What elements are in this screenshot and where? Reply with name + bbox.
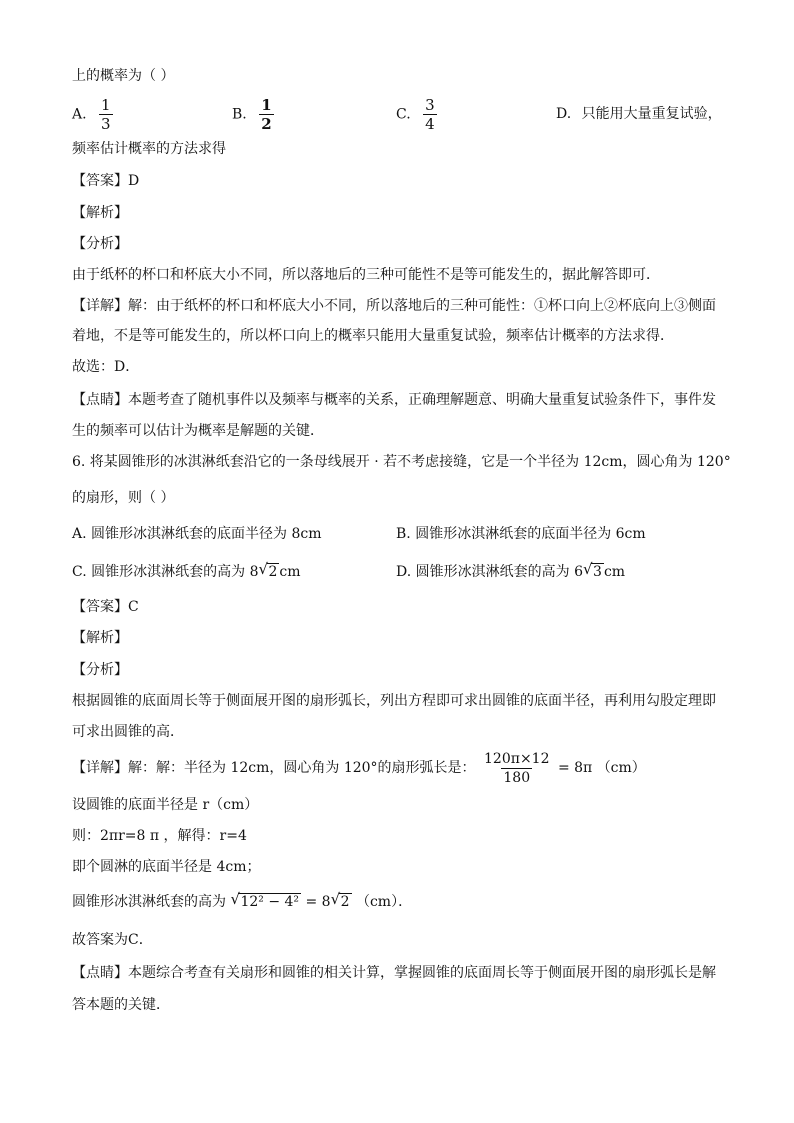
q6-fenxi-line1: 根据圆锥的底面周长等于侧面展开图的扇形弧长，列出方程即可求出圆锥的底面半径，再利用勾股定理即 [72,693,716,709]
q5-answer: 【答案】D [72,173,140,189]
sqrt-expression [230,892,301,912]
q6-jiexi: 【解析】 [72,630,128,646]
q5-option-b[interactable] [232,96,276,133]
unit: （cm） [596,760,646,776]
q5-option-d-continued: 频率估计概率的方法求得 [72,141,226,157]
radical-sign-icon: √ [330,890,341,908]
radicand: 2 [268,564,278,580]
unit: cm [279,564,301,580]
option-text: 只能用大量重复试验， [581,106,722,122]
numerator: 1 [101,96,111,114]
numerator: 3 [425,96,435,114]
denominator: 2 [261,115,272,133]
q6-answer: 【答案】C [72,599,139,615]
q6-let-r: 设圆锥的底面半径是 r（cm） [72,797,259,813]
fraction [482,750,551,787]
q5-fenxi-text: 由于纸杯的杯口和杯底大小不同，所以落地后的三种可能性不是等可能发生的，据此解答即可． [72,267,660,283]
denominator: 4 [425,115,435,133]
q6-dianjing-line1: 【点睛】本题综合考查有关扇形和圆锥的相关计算，掌握圆锥的底面周长等于侧面展开图的扇形弧长是解 [72,965,716,981]
option-letter: A. [72,106,87,123]
q5-option-d[interactable] [556,104,722,124]
q5-option-c[interactable] [396,96,439,133]
q6-fenxi-line2: 可求出圆锥的高． [72,724,184,740]
q6-stem-line1: 6. 将某圆锥形的冰淇淋纸套沿它的一条母线展开 · 若不考虑接缝，它是一个半径为 12cm，圆心角为 120° [72,454,731,470]
option-letter: D. [556,106,572,122]
q5-jiexi: 【解析】 [72,205,128,221]
q6-option-a[interactable]: A. 圆锥形冰淇淋纸套的底面半径为 8cm [72,526,322,542]
denominator: 180 [503,769,531,786]
height-text: 圆锥形冰淇淋纸套的高为 [72,894,226,910]
radicand: 2 [340,894,350,910]
unit: cm [603,564,626,580]
q5-option-a[interactable] [72,96,115,133]
coefficient: 8 [249,564,259,580]
q6-option-b[interactable]: B. 圆锥形冰淇淋纸套的底面半径为 6cm [396,526,646,542]
q6-height [72,892,412,912]
q5-dianjing-line2: 生的频率可以估计为概率是解题的关键． [72,423,324,439]
unit: （cm）． [355,894,413,910]
fraction [259,96,273,133]
q5-detail-line2: 着地，不是等可能发生的，所以杯口向上的概率只能用大量重复试验，频率估计概率的方法求得． [72,328,674,344]
q5-detail-line1: 【详解】解：由于纸杯的杯口和杯底大小不同，所以落地后的三种可能性：①杯口向上②杯底向上③侧面 [72,298,716,314]
radical-sign-icon: √ [230,890,241,908]
numerator: 120π×12 [484,750,550,767]
q6-stem-line2: 的扇形，则（ ） [72,490,175,506]
sqrt-expression [583,562,604,582]
detail-text: 【详解】解：解：半径为 12cm，圆心角为 120°的扇形弧长是： [72,760,476,776]
equals-result: = 8π [557,760,593,776]
q5-fenxi: 【分析】 [72,236,128,252]
option-letter: B. [232,106,247,123]
q6-base-radius: 即个圆淋的底面半径是 4cm； [72,859,261,875]
radicand: 3 [593,564,602,580]
fraction [99,96,113,133]
denominator: 3 [101,115,111,133]
coefficient: 6 [574,564,584,580]
radical-sign-icon: √ [258,560,269,578]
q6-option-c[interactable] [72,562,301,582]
q5-dianjing-line1: 【点睛】本题考查了随机事件以及频率与概率的关系，正确理解题意、明确大量重复试验条件下，事件发 [72,392,716,408]
equals-result: = 8 [305,894,331,910]
radical-sign-icon: √ [583,560,593,578]
numerator: 1 [261,96,272,114]
option-letter: C. [396,106,411,123]
q6-dianjing-line2: 答本题的关键． [72,997,170,1013]
sqrt-expression [259,562,280,582]
q6-fenxi: 【分析】 [72,662,128,678]
q6-equation: 则：2πr=8 π ，解得：r=4 [72,828,247,844]
option-text: C. 圆锥形冰淇淋纸套的高为 [72,564,246,580]
radicand: 12² − 4² [240,894,300,910]
fraction [423,96,437,133]
q5-choose: 故选：D． [72,359,140,375]
q6-conclude: 故答案为C． [72,932,153,948]
q5-stem-tail: 上的概率为（ ） [72,68,175,84]
sqrt-expression [331,892,352,912]
option-text: D. 圆锥形冰淇淋纸套的高为 [396,564,570,580]
q6-option-d[interactable] [396,562,625,582]
q6-detail [72,748,646,788]
